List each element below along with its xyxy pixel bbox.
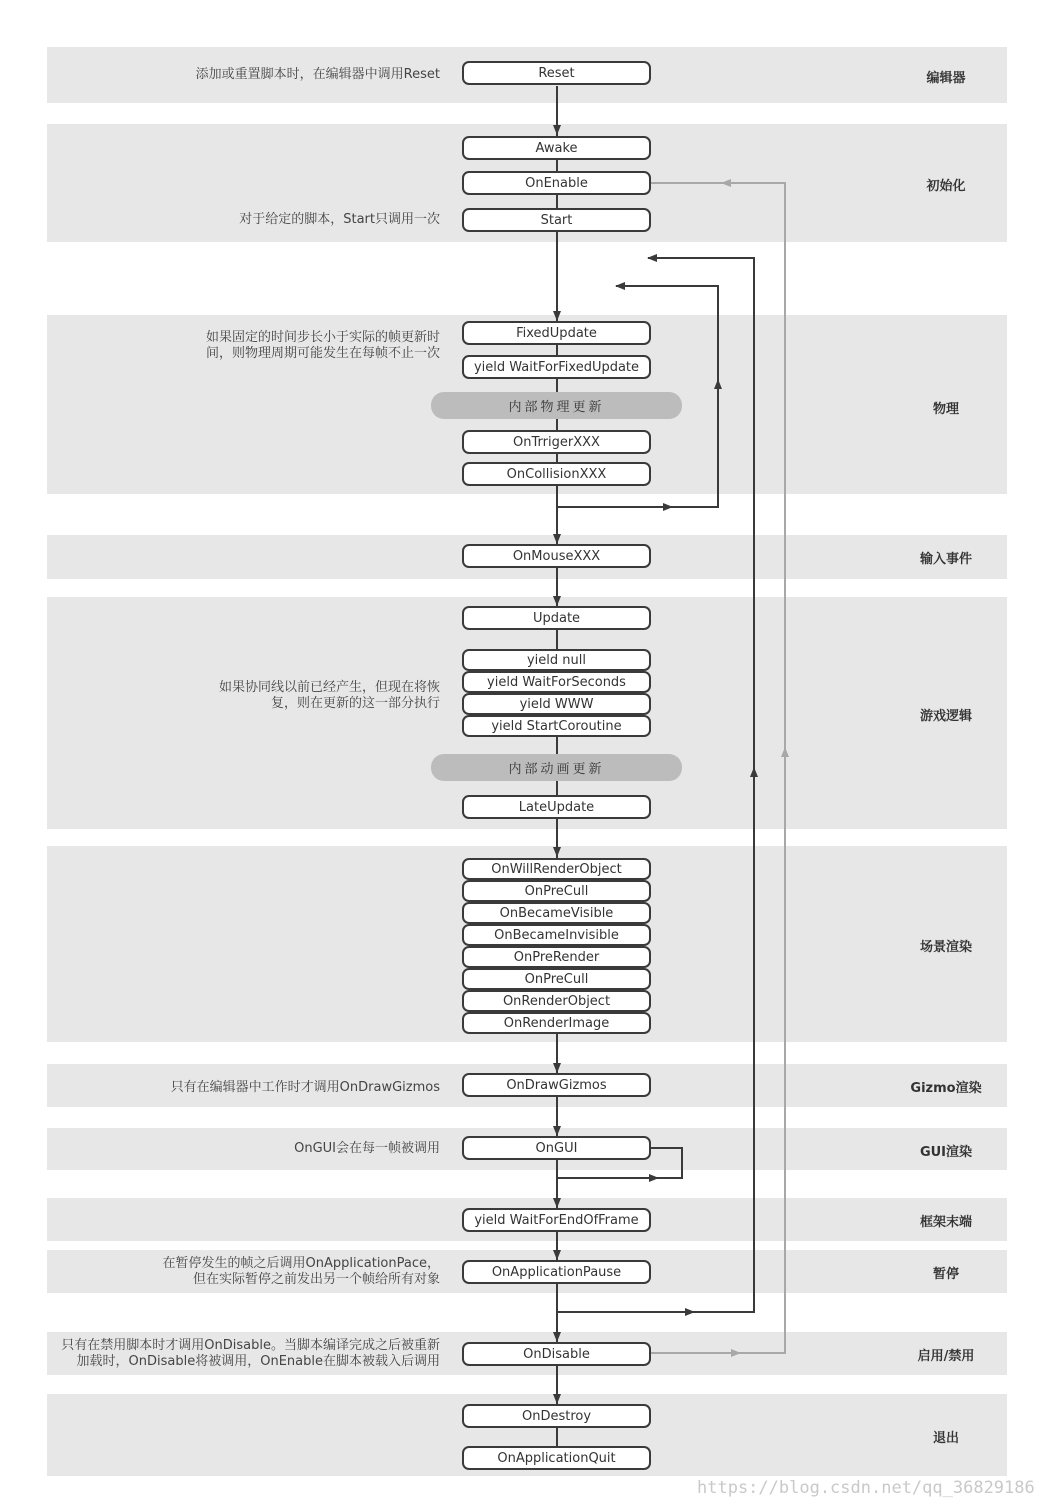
node-ondisable: OnDisable bbox=[462, 1342, 651, 1366]
node-oncollision: OnCollisionXXX bbox=[462, 462, 651, 486]
section-label-physics: 物理 bbox=[932, 402, 959, 417]
note-pause-line-1: 在暂停发生的帧之后调用OnApplicationPace， bbox=[162, 1256, 440, 1271]
node-fixedupdate: FixedUpdate bbox=[462, 321, 651, 345]
node-ondestroy: OnDestroy bbox=[462, 1404, 651, 1428]
note-coroutine bbox=[219, 680, 440, 712]
note-coroutine-line-2: 复，则在更新的这一部分执行 bbox=[270, 696, 440, 711]
note-ondisable-line-2: 加载时，OnDisable将被调用，OnEnable在脚本被载入后调用 bbox=[76, 1354, 440, 1369]
section-label-gamelogic: 游戏逻辑 bbox=[919, 709, 972, 724]
note-ondrawgizmos bbox=[171, 1080, 440, 1096]
note-pause-line-2: 但在实际暂停之前发出另一个帧给所有对象 bbox=[192, 1272, 440, 1287]
note-reset bbox=[196, 67, 440, 83]
section-label-scene: 场景渲染 bbox=[919, 940, 972, 955]
section-label-input: 输入事件 bbox=[919, 552, 972, 567]
node-onbecameinvisible: OnBecameInvisible bbox=[462, 924, 651, 946]
node-onbecamevisible: OnBecameVisible bbox=[462, 902, 651, 924]
node-onprecull-a: OnPreCull bbox=[462, 880, 651, 902]
section-label-editor: 编辑器 bbox=[926, 71, 966, 86]
watermark-url: https://blog.csdn.net/qq_36829186 bbox=[697, 1478, 1035, 1498]
note-start bbox=[239, 212, 440, 228]
node-onapplicationpause: OnApplicationPause bbox=[462, 1260, 651, 1284]
note-fixedupdate bbox=[206, 330, 440, 362]
section-label-endframe: 框架末端 bbox=[919, 1215, 972, 1230]
node-yield-startcoroutine: yield StartCoroutine bbox=[462, 715, 651, 737]
node-onprerender: OnPreRender bbox=[462, 946, 651, 968]
node-lateupdate: LateUpdate bbox=[462, 795, 651, 819]
node-physics-internal-update: 内部物理更新 bbox=[431, 392, 682, 419]
note-pause bbox=[163, 1256, 440, 1288]
note-ondrawgizmos-line-1: 只有在编辑器中工作时才调用OnDrawGizmos bbox=[170, 1080, 440, 1095]
section-label-gui: GUI渲染 bbox=[919, 1145, 973, 1160]
section-label-enable: 启用/禁用 bbox=[917, 1349, 975, 1364]
note-reset-line-1: 添加或重置脚本时，在编辑器中调用Reset bbox=[195, 67, 440, 82]
node-onrenderimage: OnRenderImage bbox=[462, 1012, 651, 1034]
node-ondrawgizmos: OnDrawGizmos bbox=[462, 1073, 651, 1097]
node-awake: Awake bbox=[462, 136, 651, 160]
node-waitforendofframe: yield WaitForEndOfFrame bbox=[462, 1208, 651, 1232]
node-update: Update bbox=[462, 606, 651, 630]
note-ondisable bbox=[61, 1338, 440, 1370]
node-onprecull-b: OnPreCull bbox=[462, 968, 651, 990]
node-ontrigger: OnTrrigerXXX bbox=[462, 430, 651, 454]
node-onwillrenderobject: OnWillRenderObject bbox=[462, 858, 651, 880]
node-reset: Reset bbox=[462, 61, 651, 85]
node-onrenderobject: OnRenderObject bbox=[462, 990, 651, 1012]
node-yield-waitforseconds: yield WaitForSeconds bbox=[462, 671, 651, 693]
node-onmouse: OnMouseXXX bbox=[462, 544, 651, 568]
note-fixedupdate-line-2: 间，则物理周期可能发生在每帧不止一次 bbox=[205, 346, 440, 361]
note-start-line-1: 对于给定的脚本，Start只调用一次 bbox=[239, 212, 440, 227]
section-label-gizmo: Gizmo渲染 bbox=[910, 1081, 982, 1096]
note-ongui-line-1: OnGUI会在每一帧被调用 bbox=[294, 1141, 440, 1156]
note-ongui bbox=[294, 1141, 440, 1157]
node-start: Start bbox=[462, 208, 651, 232]
section-label-pause: 暂停 bbox=[932, 1267, 959, 1282]
node-waitforfixedupdate: yield WaitForFixedUpdate bbox=[462, 355, 651, 379]
note-coroutine-line-1: 如果协同线以前已经产生，但现在将恢 bbox=[218, 680, 440, 695]
node-yield-null: yield null bbox=[462, 649, 651, 671]
node-yield-www: yield WWW bbox=[462, 693, 651, 715]
node-onapplicationquit: OnApplicationQuit bbox=[462, 1446, 651, 1470]
node-animation-internal-update: 内部动画更新 bbox=[431, 754, 682, 781]
node-ongui: OnGUI bbox=[462, 1136, 651, 1160]
note-ondisable-line-1: 只有在禁用脚本时才调用OnDisable。当脚本编译完成之后被重新 bbox=[61, 1338, 440, 1353]
note-fixedupdate-line-1: 如果固定的时间步长小于实际的帧更新时 bbox=[205, 330, 440, 345]
section-label-quit: 退出 bbox=[932, 1431, 959, 1446]
node-onenable: OnEnable bbox=[462, 171, 651, 195]
section-label-init: 初始化 bbox=[926, 179, 966, 194]
